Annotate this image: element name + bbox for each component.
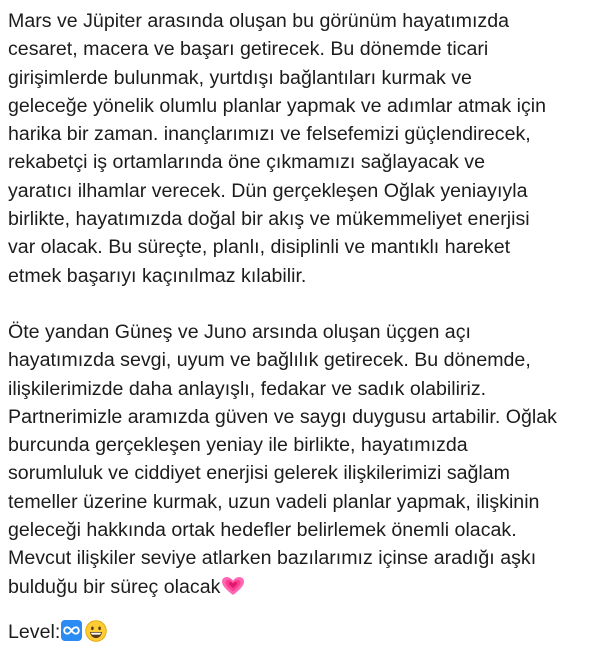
level-row — [8, 618, 107, 646]
grinning-face-icon — [85, 620, 107, 642]
text-line: Öte yandan Güneş ve Juno arsında oluşan üçgen açı — [8, 321, 471, 343]
text-line: Mars ve Jüpiter arasında oluşan bu görünüm hayatımızda — [8, 10, 509, 32]
text-line: ilişkilerimizde daha anlayışlı, fedakar ve sadık olabiliriz. — [8, 377, 487, 400]
paragraph-mars-jupiter — [8, 7, 546, 290]
text-line: geleceğe yönelik olumlu planlar yapmak ve adımlar atmak için — [8, 94, 547, 117]
text-line: Mevcut ilişkiler seviye atlarken bazılarımız içinse aradığı aşkı — [8, 547, 537, 570]
text-line: etmek başarıyı kaçınılmaz kılabilir. — [8, 264, 307, 287]
text-line: burcunda gerçekleşen yeniay ile birlikte, hayatımızda — [8, 434, 468, 457]
text-line: yaratıcı ilhamlar verecek. Dün gerçekleşen Oğlak yeniayıyla — [8, 179, 528, 202]
level-label: Level: — [8, 621, 61, 643]
text-line: rekabetçi iş ortamlarında öne çıkmamızı sağlayacak ve — [8, 151, 485, 174]
text-line: hayatımızda sevgi, uyum ve bağlılık getirecek. Bu dönemde, — [8, 349, 531, 372]
text-line: geleceği hakkında ortak hedefler belirlemek önemli olacak. — [8, 519, 517, 542]
text-line: temeller üzerine kurmak, uzun vadeli planlar yapmak, ilişkinin — [8, 490, 540, 513]
text-line: cesaret, macera ve başarı getirecek. Bu dönemde ticari — [8, 38, 489, 61]
growing-heart-icon — [221, 576, 245, 596]
paragraph-sun-juno — [8, 318, 557, 601]
infinity-icon — [61, 620, 82, 641]
text-line: birlikte, hayatımızda doğal bir akış ve mükemmeliyet enerjisi — [8, 208, 530, 231]
text-line: harika bir zaman. inançlarımızı ve felsefemizi güçlendirecek, — [8, 123, 531, 146]
text-line: sorumluluk ve ciddiyet enerjisi gelerek ilişkilerimizi sağlam — [8, 462, 510, 485]
level-line — [8, 618, 107, 646]
text-line: girişimlerde bulunmak, yurtdışı bağlantıları kurmak ve — [8, 66, 472, 89]
text-line-last — [8, 573, 557, 601]
text-line: var olacak. Bu süreçte, planlı, disiplinli ve mantıklı hareket — [8, 236, 511, 259]
text-line: Partnerimizle aramızda güven ve saygı duygusu artabilir. Oğlak — [8, 405, 557, 428]
text-line-content: bulduğu bir süreç olacak — [8, 575, 221, 598]
